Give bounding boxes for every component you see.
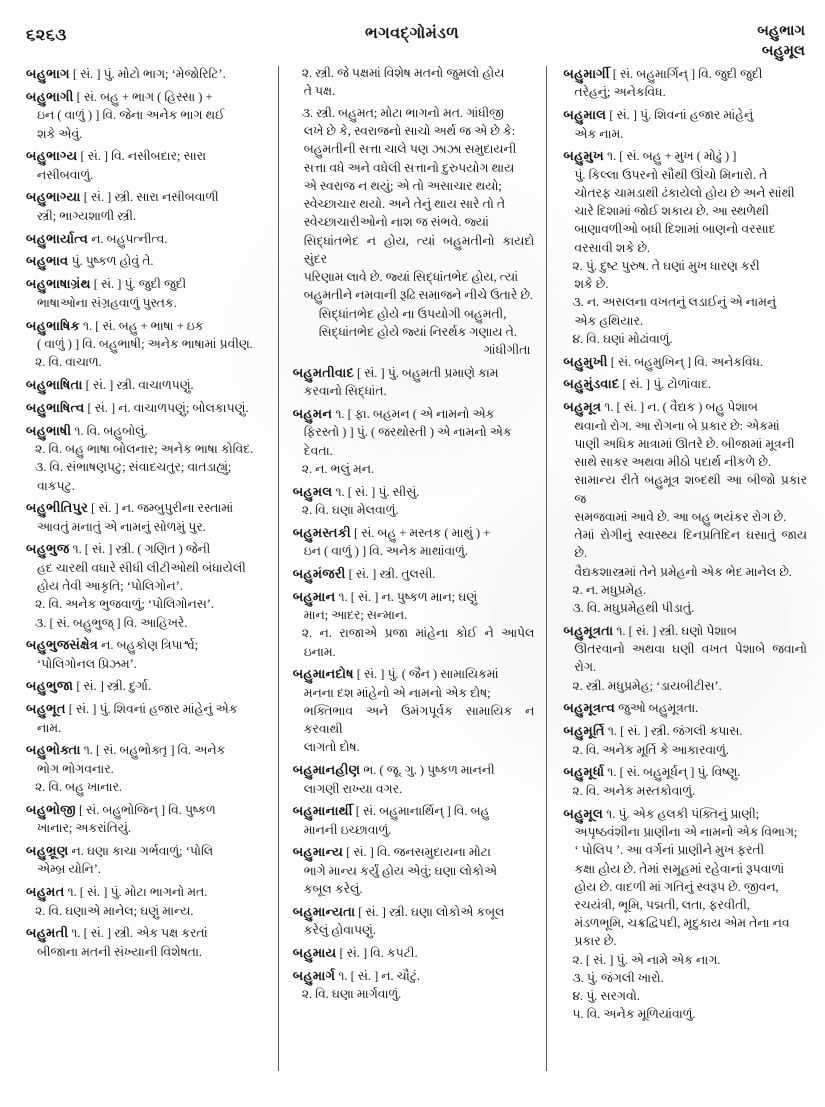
entry-continuation: ફિરસ્તો ) ] પું. ( જરથોસ્તી ) એ નામનો એક: [303, 425, 512, 440]
entry-citation: ગાંધીગીતા: [483, 343, 531, 358]
column-2: [283, 64, 543, 1094]
entry-headline: બહુમૂર્ધા ૧. [ સં. બહુમૂર્ધન્ ] પું. વિષ્ણુ.: [563, 764, 741, 780]
entry-headword: બહુમલ: [292, 483, 333, 499]
dictionary-entry: [26, 498, 266, 536]
entry-sense: ૨. વિ. બહુ ભાષા બોલનાર; અનેક ભાષા કોવિદ.: [35, 442, 254, 457]
dictionary-entry: [293, 966, 535, 1004]
dictionary-entry: [563, 721, 807, 759]
entry-sense: ૫. વિ. અનેક મૂળિયાંવાળું.: [572, 1007, 696, 1022]
dictionary-entry: [26, 229, 266, 248]
guide-words: [757, 18, 805, 61]
entry-headline: બહુમસ્તકી [ સં. બહુ + મસ્તક ( માથું ) +: [292, 524, 491, 540]
entry-sense: ૨. [ સં. ] પું. એ નામે એક નાગ.: [572, 952, 721, 967]
entry-continuation: થવાનો રોગ. આ રોગના બે પ્રકાર છે: એકમાં: [574, 418, 780, 433]
entry-headline: બહુભૂત [ સં. ] પું. શિવનાં હજાર માંહેનું એક: [26, 701, 238, 717]
entry-headline: બહુમાનદોષ [ સં. ] પું. ( જૈન ) સામાયિકમાં: [292, 666, 499, 682]
entry-headline: બહુમુખ ૧. [ સં. બહુ + મુખ ( મોઢું ) ]: [563, 148, 737, 164]
dictionary-entry: [293, 564, 535, 583]
entry-continuation: કક્ષા હોય છે. તેમાં સમૂહમાં રહેવાનાં રૂપવાળાં: [574, 861, 785, 876]
dictionary-entry: [26, 316, 266, 372]
entry-continuation: સમજવામાં આવે છે. આ બહુ ભયંકર રોગ છે.: [574, 509, 787, 524]
entry-headword: બહુભાષિત્વ: [26, 399, 85, 415]
entry-headline: બહુમાનહીણ ભ. ( જૂ. ગુ. ) પુષ્કળ માનની: [292, 762, 495, 778]
dictionary-entry: [293, 943, 535, 962]
entry-headword: બહુમાન્યતા: [292, 903, 356, 919]
entry-headline: બહુભ્રૂણ ન. ઘણા કાચા ગર્ભવાળું; ‘પોલિ: [26, 843, 214, 858]
entry-headline: બહુમુંડવાદ [ સં. ] પું. ટોળાંવાદ.: [563, 376, 712, 392]
entry-continuation: સ્ત્રી; ભાગ્યશાળી સ્ત્રી.: [37, 208, 137, 223]
entry-headline: બહુમતી ૧. [ સં. ] સ્ત્રી. એક પક્ષ કરતાં: [26, 925, 208, 941]
entry-sense: ૨. વિ. ઘણા મેલવાળું.: [301, 502, 399, 517]
dictionary-entry: [293, 404, 535, 478]
entry-headword: બહુભાષિક: [26, 317, 80, 333]
entry-continuation: ‘ પોલિપ ’. આ વર્ગનાં પ્રાણીને મુખ ફરતી: [574, 843, 765, 858]
guide-word-first: બહુભાગ: [757, 23, 805, 39]
entry-sense: ૨. વિ. વાચાળ.: [35, 355, 102, 370]
dictionary-entry: [293, 363, 535, 401]
entry-continuation: માનની ઇચ્છાવાળું.: [303, 822, 392, 837]
column-3: [551, 64, 811, 1094]
dictionary-entry: [563, 804, 807, 1024]
entry-sense: ૨. ન. રાજાએ પ્રજા માંહેના કોઈ ને આપેલ ઇનામ.: [301, 626, 535, 659]
entry-headword: બહુમાર્ગી: [563, 66, 610, 81]
entry-continuation: ભોગ ભોગવનાર.: [37, 761, 114, 776]
dictionary-entry: [563, 146, 807, 348]
dictionary-entry: [293, 523, 535, 561]
entry-headword: બહુમૂર્ધા: [563, 764, 605, 780]
entry-continuation: મંડળભૂમિ, ચક્રદ્વિપદી, મૃદુકાય એમ તેના નવ: [574, 916, 790, 931]
dictionary-entry: [26, 87, 266, 143]
entry-continuation: સાથે સાકર અથવા મીઠો પદાર્થ નીકળે છે.: [574, 455, 772, 470]
entry-headword: બહુમંજરી: [292, 565, 346, 581]
entry-headline: બહુભુજ ૧. [ સં. ] સ્ત્રી. ( ગણિત ) જેની: [26, 541, 211, 557]
entry-continuation: કબૂલ કરેલું.: [303, 882, 363, 897]
entry-continuation: વૈદ્યકશાસ્ત્રમાં તેને પ્રમેહનો એક ભેદ માનેલ છે.: [574, 564, 792, 579]
entry-continuation: ‘પોલિગોનલ પ્રિઝમ’.: [37, 656, 137, 671]
entry-headline: બહુમત ૧. [ સં. ] પું. મોટા ભાગનો મત.: [26, 884, 208, 900]
entry-headline: બહુભીતિપુર [ સં. ] ન. જમ્બુપુરીના રસ્તામાં: [26, 500, 234, 516]
entry-headline: બહુમૂર્તિ ૧. [ સં. ] સ્ત્રી. જંગલી કપાસ.: [563, 723, 743, 739]
entry-continuation: કરેલું હોવાપણું.: [303, 923, 376, 938]
entry-continuation: હોય તેવી આકૃતિ; ‘પોલિગોન’.: [37, 579, 183, 594]
entry-headword: બહુમાય: [292, 944, 337, 960]
entry-sense: ૨. વિ. ઘણા માર્ગવાળું.: [301, 987, 402, 1002]
entry-headline: બહુભાગ્ય [ સં. ] વિ. નસીબદાર; સારા: [26, 148, 207, 164]
entry-sense: ૨. સ્ત્રી. મધુપ્રમેહ; ‘ડાયબીટીસ’.: [572, 678, 722, 693]
entry-headword: બહુભોક્તા: [26, 742, 81, 758]
entry-headword: બહુમસ્તકી: [292, 524, 351, 540]
entry-continuation: સિદ્ધાંતભેદ ન હોય, ત્યાં બહુમતીનો કાયદો સુંદર: [303, 233, 535, 266]
entry-sense: ૩. પું. જંગલી ખારો.: [572, 970, 664, 985]
entry-continuation: કરવાનો સિદ્ધાંત.: [303, 384, 387, 399]
entry-continuation: વાકપટુ.: [37, 478, 75, 493]
entry-continuation: સામાન્ય રીતે બહુમૂત્ર શબ્દથી આ બીજો પ્રકાર જ: [574, 473, 808, 506]
entry-headline: બહુભાગી [ સં. બહુ + ભાગ ( હિસ્સા ) +: [26, 88, 213, 104]
entry-continuation: સત્તા વધે અને વધેલી સત્તાનો દુરુપયોગ થાય: [303, 160, 515, 175]
book-title: ભગવદ્ગોમંડળ: [365, 25, 460, 42]
entry-headword: બહુમતી: [26, 925, 69, 941]
entry-continuation: ચારે દિશામાં જોઈ શકાય છે. આ સ્થળેથી: [574, 204, 770, 219]
entry-headword: બહુમૂત્રતા: [563, 622, 614, 638]
entry-sense: ૩. વિ. મધુપ્રમેહથી પીડાતું.: [572, 601, 695, 616]
entry-verse-quote: સિદ્ધાંતભેદ હોયે ના ઉપયોગી બહુમતી,: [318, 306, 507, 321]
entry-headline: બહુમાય [ સં. ] વિ. કપટી.: [292, 944, 418, 960]
entry-sense: ૩. [ સં. બહુભુજ્ ] વિ. આહિખરે.: [35, 615, 188, 630]
entry-sense: ૩. વિ. સંભાષણપટુ; સંવાદચતુર; વાતડાહ્યું;: [35, 460, 232, 475]
dictionary-entry: [26, 146, 266, 184]
entry-headline: બહુમૂત્રત્વ જુઓ બહુમૂત્રતા.: [563, 700, 699, 716]
entry-headline: બહુભાગ [ સં. ] પું. મોટો ભાગ; ‘મેજોરિટિ’.: [26, 66, 226, 81]
entry-sense: ૪. પું. સરગવો.: [572, 989, 640, 1004]
column-rule-1: [278, 66, 279, 1071]
entry-continuation: સ્વેચ્છાચાર થયો. અને તેનું થાય સારે તો તે: [303, 197, 506, 212]
dictionary-entry: [26, 187, 266, 225]
dictionary-entry: [293, 842, 535, 898]
dictionary-entry: [26, 841, 266, 879]
entry-continuation: લાગતો દોષ.: [303, 740, 360, 755]
entry-headword: બહુમાર્ગ: [292, 967, 336, 983]
entry-continuation: ખાનાર; અકરાંતિયું.: [37, 821, 131, 836]
entry-headline: બહુમૂત્ર ૧. [ સં. ] ન. ( વૈદ્યક ) બહુ પેશાબ: [563, 399, 758, 415]
entry-headline: બહુભાવ પું. પુષ્કળ હોવું તે.: [26, 253, 154, 269]
entry-headword: બહુમુખ: [563, 148, 604, 164]
entry-continuation: પું. કિલ્લા ઉપરનો સૌથી ઊંચો મિનારો. તે: [574, 167, 768, 182]
entry-continuation: બહુમતીને નમવાની રૂઢિ સમાજને નીચે ઉતારે છે.: [303, 288, 534, 303]
entry-headline: બહુમાન્ય [ સં. ] વિ. જનસમુદાયના મોટા: [292, 844, 491, 860]
dictionary-entry: [26, 882, 266, 920]
entry-continuation: પ્રકાર છે.: [574, 934, 617, 949]
entry-continuation: અપૃષ્ઠવંશીના પ્રાણીના એ નામનો એક વિભાગ;: [574, 825, 798, 840]
dictionary-entry: [26, 635, 266, 673]
entry-headword: બહુભુજા: [26, 678, 74, 694]
entry-continuation: રચયંત્રી, ભૂમિ, પદ્મતી, લતા, ફરવીતી,: [574, 897, 750, 912]
entry-headword: બહુમૂત્રત્વ: [563, 700, 616, 716]
entry-continuation: ચોતરફ ચામડાથી ઢંકાયેલો હોય છે અને સાંથી: [574, 185, 795, 200]
dictionary-entry: [26, 375, 266, 394]
entry-headword: બહુભાષાગ્રંથ: [26, 276, 91, 292]
entry-continuation: બાણાવળીઓ બધી દિશામાં બાણનો વરસાદ: [574, 222, 776, 237]
entry-headword: બહુમુખી: [563, 353, 608, 369]
entry-sense: ૨. વિ. અનેક ભુજવાળું; ‘પોલિગોનસ’.: [35, 597, 214, 612]
entry-continuation: બીજાના મતની સંખ્યાની વિશેષતા.: [37, 944, 202, 959]
entry-headline: બહુભાર્યાત્વ ન. બહુપત્નીત્વ.: [26, 230, 168, 246]
dictionary-entry: [563, 105, 807, 143]
entry-headword: બહુભાષી: [26, 422, 72, 438]
entry-headline: બહુમાર્ગી [ સં. બહુમાર્ગિન્ ] વિ. જુદી જુદી: [563, 66, 763, 81]
entry-sense: ૩. ન. અસલના વખતનું લડાઈનું એ નામનું: [572, 295, 777, 310]
dictionary-entry: [293, 64, 535, 100]
dictionary-entry: [26, 64, 266, 83]
dictionary-entry: [26, 676, 266, 695]
entry-sense: ૨. ન. ભલું મન.: [301, 461, 375, 476]
entry-continuation: હદ ચારથી વધારે સીધી લીટીઓથી બંધાયેલી: [37, 560, 246, 575]
entry-headword: બહુભીતિપુર: [26, 500, 88, 516]
entry-sense: ૩. સ્ત્રી. બહુમત; મોટા ભાગનો મત. ગાંધીજી: [301, 105, 504, 120]
dictionary-entry: [563, 352, 807, 371]
dictionary-entry: [563, 374, 807, 393]
entry-headword: બહુભૂત: [26, 701, 66, 717]
entry-headword: બહુભાવ: [26, 253, 69, 269]
entry-headword: બહુમાનાર્થી: [292, 803, 353, 819]
dictionary-entry: [293, 902, 535, 940]
running-head: [12, 18, 813, 64]
entry-headword: બહુભાર્યાત્વ: [26, 230, 89, 246]
entry-continuation: મનના દશ માંહેનો એ નામનો એક દોષ;: [303, 685, 491, 700]
entry-continuation: ભાષાઓના સંગ્રહવાળું પુસ્તક.: [37, 295, 177, 310]
entry-headline: બહુમતીવાદ [ સં. ] પું. બહુમતી પ્રમાણે કામ: [292, 364, 499, 380]
entry-continuation: ભાગે માન્ય કર્યું હોય એવું; ઘણા લોકોએ: [303, 863, 497, 878]
entry-sense: ૪. વિ. ઘણાં મોઢાંવાળું.: [572, 331, 673, 346]
entry-continuation: લખે છે કે, સ્વરાજનો સાચો અર્થ જ એ છે કે:: [303, 124, 516, 139]
dictionary-entry: [26, 800, 266, 838]
entry-headword: બહુભાગ્ય: [26, 148, 78, 164]
entry-headline: બહુભુજા [ સં. ] સ્ત્રી. દુર્ગા.: [26, 678, 152, 694]
entry-continuation: નામ.: [37, 720, 62, 735]
entry-headword: બહુમતીવાદ: [292, 364, 354, 380]
entry-headword: બહુભોજી: [26, 801, 76, 817]
dictionary-entry: [26, 251, 266, 270]
entry-verse-quote: સિદ્ધાંતભેદ હોયે જ્યાં નિરર્થક ગણાય તે.: [318, 324, 517, 339]
entry-headword: બહુમન: [292, 405, 333, 421]
dictionary-entry: [563, 397, 807, 617]
entry-headline: બહુભુજસંક્ષેત્ર ન. બહુકોણ ત્રિપાર્શ્વ;: [26, 637, 199, 653]
column-rule-2: [546, 66, 547, 1071]
entry-headline: બહુમૂલ ૧. પું. એક હલકી પંક્તિનું પ્રાણી;: [563, 805, 760, 821]
column-1: [14, 64, 274, 1094]
entry-continuation: ( વાળું ) ] વિ. બહુભાષી; અનેક ભાષામાં પ્રવીણ.: [37, 336, 253, 351]
entry-headline: બહુમાનાર્થી [ સં. બહુમાનાર્થિન્ ] વિ. બહુ: [292, 803, 490, 819]
entry-headword: બહુમૂર્તિ: [563, 723, 605, 739]
entry-sense: ૨. વિ. અનેક મૂર્તિ કે આકારવાળું.: [572, 742, 729, 757]
entry-headline: બહુભાષિત્વ [ સં. ] ન. વાચાળપણું; બોલકાપણું.: [26, 399, 249, 415]
entry-headword: બહુમૂત્ર: [563, 399, 602, 415]
entry-continuation: ઇન ( વાળું ) ] વિ. જેના અનેક ભાગ થઈ: [37, 108, 225, 123]
entry-headline: બહુમુખી [ સં. બહુમુખિન્ ] વિ. અનેકવિધ.: [563, 353, 764, 369]
entry-headword: બહુભુજ: [26, 541, 70, 557]
entry-headline: બહુમૂત્રતા ૧. [ સં. ] સ્ત્રી. ઘણો પેશાબ: [563, 622, 737, 638]
entry-headline: બહુમન ૧. [ ફા. બહમન ( એ નામનો એક: [292, 405, 495, 421]
entry-headline: બહુમંજરી [ સં. ] સ્ત્રી. તુલસી.: [292, 565, 436, 581]
entry-continuation: ઊતરવાનો અથવા ઘણી વખત પેશાબે જવાનો રોગ.: [574, 642, 808, 675]
dictionary-entry: [293, 587, 535, 661]
entry-continuation: સ્વેચ્છાચારીઓનો નાશ જ સંભવે. જ્યાં: [303, 215, 489, 230]
dictionary-entry: [26, 398, 266, 417]
entry-continuation: તેમાં રોગીનું સ્વાસ્થ્ય દિનપ્રતિદિન ઘસાતું જાય છે.: [574, 528, 808, 561]
columns-container: [12, 64, 813, 1094]
dictionary-entry: [26, 274, 266, 312]
entry-headword: બહુમત: [26, 884, 65, 900]
entry-continuation: લાગણી રાખ્યા વગર.: [303, 781, 403, 796]
page-number: ૬૨૬૩: [26, 25, 67, 44]
dictionary-entry: [293, 664, 535, 756]
dictionary-entry: [563, 621, 807, 695]
entry-continuation: શકે એવું.: [37, 126, 83, 141]
entry-continuation: એક હથિયાર.: [574, 313, 644, 328]
entry-sense: ૨. વિ. અનેક મસ્તકોવાળું.: [572, 783, 696, 798]
entry-headword: બહુભાગ્યા: [26, 189, 81, 205]
entry-continuation: પરિણામ લાવે છે. જ્યાં સિદ્ધાંતભેદ હોય, ત્યાં: [303, 270, 519, 285]
entry-headline: બહુભોજી [ સં. બહુભોજિન્ ] વિ. પુષ્કળ: [26, 801, 216, 817]
entry-headline: બહુમાર્ગ ૧. [ સં. ] ન. ચૌટું.: [292, 967, 421, 983]
entry-sense: ૨. ન. મધુપ્રમેહ.: [572, 582, 647, 597]
entry-headline: બહુમાલ [ સં. ] પું. શિવનાં હજાર માંહેનું: [563, 107, 754, 123]
dictionary-entry: [563, 64, 807, 102]
entry-continuation: બહુમતીની સત્તા ચાલે પણ ઝાઝા સમુદાયની: [303, 142, 517, 157]
entry-headword: બહુભ્રૂણ: [26, 843, 69, 858]
dictionary-entry: [293, 801, 535, 839]
dictionary-entry: [563, 698, 807, 717]
entry-continuation: હોય છે. વાદળી માં ગતિનું સ્વરૂપ છે. જીવન,: [574, 879, 779, 894]
entry-headword: બહુમૂલ: [563, 805, 604, 821]
entry-continuation: એક નામ.: [574, 126, 624, 141]
entry-continuation: પાણી અધિક માત્રામાં ઊતરે છે. બીજામાં મૂત્રની: [574, 436, 795, 451]
entry-headline: બહુભાષિક ૧. [ સં. બહુ + ભાષા + ઇક: [26, 317, 204, 333]
dictionary-entry: [293, 104, 535, 359]
dictionary-entry: [26, 740, 266, 796]
entry-headword: બહુમાન: [292, 588, 336, 604]
entry-headline: બહુમલ ૧. [ સં. ] પું. સીસું.: [292, 483, 420, 499]
entry-headword: બહુભાષિતા: [26, 376, 83, 392]
entry-headline: બહુભોક્તા ૧. [ સં. બહુભોક્તૃ ] વિ. અનેક: [26, 742, 226, 758]
entry-headword: બહુભાગી: [26, 88, 74, 104]
entry-headword: બહુમાનહીણ: [292, 762, 361, 778]
entry-headline: બહુભાગ્યા [ સં. ] સ્ત્રી. સારા નસીબવાળી: [26, 189, 219, 205]
entry-continuation: ભક્તિભાવ અને ઉમંગપૂર્વક સામાયિક ન કરવાથી: [303, 703, 535, 737]
dictionary-entry: [26, 923, 266, 961]
entry-headword: બહુમાલ: [563, 107, 607, 123]
entry-sense: ૨. સ્ત્રી. જે પક્ષમાં વિશેષ મતનો જુમલો હોય: [301, 66, 505, 80]
entry-sense: ૨. પું. દુષ્ટ પુરુષ. તે ઘણાં મુખ ધારણ કરી: [572, 258, 760, 273]
entry-headline: બહુમાન્યતા [ સં. ] સ્ત્રી. ઘણા લોકોએ કબૂલ: [292, 903, 505, 919]
entry-continuation: ઇન ( વાળું ) ] વિ. અનેક માથાંવાળું.: [303, 544, 468, 559]
entry-headword: બહુમુંડવાદ: [563, 376, 620, 392]
entry-continuation: શકે છે.: [574, 277, 609, 292]
dictionary-entry: [26, 699, 266, 737]
entry-continuation: વરસાવી શકે છે.: [574, 240, 651, 255]
dictionary-entry: [563, 762, 807, 800]
dictionary-entry: [293, 760, 535, 798]
dictionary-entry: [26, 539, 266, 631]
entry-headword: બહુભુજસંક્ષેત્ર: [26, 637, 99, 653]
entry-sense: ૨. વિ. બહુ ખાનાર.: [35, 780, 123, 795]
entry-continuation: તે પક્ષ.: [303, 84, 336, 99]
entry-continuation: આવતું મનાતું એ નામનું સોળમું પુર.: [37, 519, 206, 534]
entry-continuation: દેવતા.: [303, 443, 333, 458]
entry-headline: બહુભાષિતા [ સં. ] સ્ત્રી. વાચાળપણું.: [26, 376, 194, 392]
entry-sense: ૨. વિ. ઘણાએ માનેલ; ઘણું માન્ય.: [35, 903, 194, 918]
entry-continuation: માન; આદર; સન્માન.: [303, 608, 408, 623]
dictionary-entry: [293, 482, 535, 520]
entry-headword: બહુમાન્ય: [292, 844, 344, 860]
entry-headline: બહુભાષાગ્રંથ [ સં. ] પું. જુદી જુદી: [26, 276, 187, 292]
guide-word-last: બહુમૂલ: [761, 42, 805, 59]
entry-continuation: એ સ્વરાજ ન થયું; એ તો અસાચાર થયો;: [303, 178, 502, 193]
dictionary-entry: [26, 421, 266, 495]
entry-continuation: એમ્બ્ર યોનિ’.: [37, 862, 101, 877]
entry-headword: બહુમાનદોષ: [292, 666, 354, 682]
entry-continuation: નસીબવાળું.: [37, 167, 94, 182]
entry-headline: બહુમાન ૧. [ સં. ] ન. પુષ્કળ માન; ઘણું: [292, 588, 478, 604]
entry-headword: બહુભાગ: [26, 66, 70, 81]
entry-headline: બહુભાષી ૧. વિ. બહુબોલું.: [26, 422, 148, 438]
entry-continuation: તરેહનું; અનેકવિધ.: [574, 85, 666, 100]
